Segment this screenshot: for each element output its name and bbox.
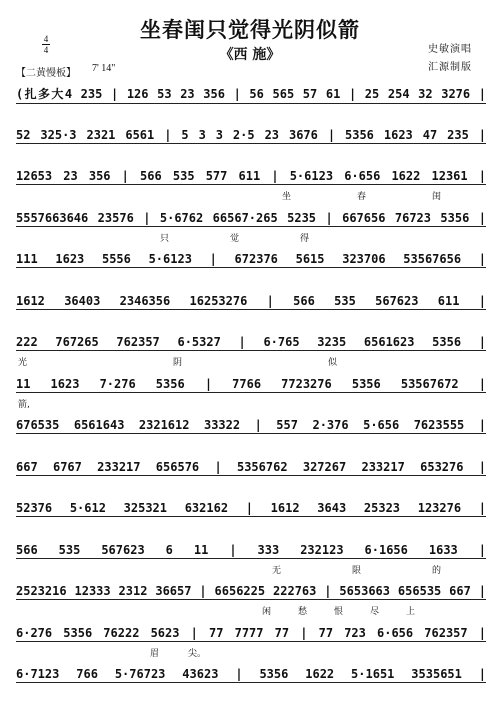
notation-text: (扎多大4 235 | 126 53 23 356 | 56 565 57 61 | 25 254 32 3276 | — [16, 85, 486, 104]
notation-line — [16, 456, 486, 480]
notation-text: 11 1623 7·276 5356 | 7766 7723276 5356 53567672 | — [16, 376, 486, 391]
lyric-syllable: 尖。 — [188, 648, 207, 659]
lyric-syllable: 上 — [406, 607, 416, 617]
notation-line — [16, 331, 486, 355]
notation-line — [16, 414, 486, 438]
arranger-credit: 汇源制版 — [428, 62, 472, 73]
lyric-syllable: 眉 — [150, 648, 160, 659]
lyric-syllable: 闲 — [262, 607, 272, 617]
lyric-syllable: 坐 — [282, 192, 292, 202]
lyric-syllable: 光 — [18, 358, 28, 368]
notation-text: 676535 6561643 2321612 33322 | 557 2·376 5·656 7623555 | — [16, 418, 486, 432]
lyric-syllable: 闺 — [432, 192, 442, 202]
opera-subtitle: 《西 施》 — [219, 47, 281, 63]
notation-line — [16, 248, 486, 272]
notation-text: 5557663646 23576 | 5·6762 66567·265 5235 | 667656 76723 5356 | — [16, 210, 486, 225]
notation-line — [16, 580, 486, 604]
time-signature-bottom: 4 — [43, 45, 49, 55]
notation-text: 12653 23 356 | 566 535 577 611 | 5·6123 6·656 1622 12361 | — [16, 169, 486, 183]
lyric-syllable: 无 — [272, 565, 282, 576]
notation-text: 6·7123 766 5·76723 43623 | 5356 1622 5·1651 3535651 | — [16, 667, 486, 681]
notation-line — [16, 539, 486, 563]
lyric-syllable: 春 — [357, 192, 367, 202]
lyric-syllable: 限 — [352, 565, 362, 576]
time-signature-top: 4 — [43, 34, 49, 44]
notation-text: 6·276 5356 76222 5623 | 77 7777 77 | 77 723 6·656 762357 | — [16, 625, 486, 640]
notation-text: 52 325·3 2321 6561 | 5 3 3 2·5 23 3676 | 5356 1623 47 235 | — [16, 127, 486, 142]
notation-text: 222 767265 762357 6·5327 | 6·765 3235 6561623 5356 | — [16, 335, 486, 349]
tempo-marking: 【二黄慢板】 — [16, 68, 76, 79]
notation-text: 2523216 12333 2312 36657 | 6656225 222763 | 5653663 656535 667 | — [16, 584, 486, 598]
lyric-syllable: 箭, — [18, 399, 30, 410]
lyric-syllable: 得 — [300, 233, 310, 244]
lyric-syllable: 阴 — [173, 358, 183, 368]
lyric-syllable: 似 — [328, 358, 338, 368]
notation-line — [16, 622, 486, 646]
notation-text: 111 1623 5556 5·6123 | 672376 5615 323706 53567656 | — [16, 252, 486, 266]
performer-credit: 史敏演唱 — [428, 44, 472, 55]
notation-line — [16, 373, 486, 397]
notation-line — [16, 663, 486, 687]
lyric-syllable: 的 — [432, 565, 442, 576]
lyric-syllable: 恨 — [334, 607, 344, 617]
notation-line — [16, 497, 486, 521]
notation-line — [16, 124, 486, 148]
song-title: 坐春闺只觉得光阴似箭 — [140, 17, 360, 42]
lyric-syllable: 愁 — [298, 607, 308, 617]
notation-line — [16, 82, 486, 106]
duration-marking: 7' 14" — [92, 63, 116, 74]
notation-line — [16, 207, 486, 231]
lyric-syllable: 只 — [160, 233, 170, 244]
notation-text: 566 535 567623 6 11 | 333 232123 6·1656 1633 | — [16, 542, 486, 557]
lyric-syllable: 尽 — [370, 607, 380, 617]
notation-line — [16, 165, 486, 189]
notation-text: 52376 5·612 325321 632162 | 1612 3643 25323 123276 | — [16, 501, 486, 515]
lyric-syllable: 觉 — [230, 233, 240, 244]
notation-text: 667 6767 233217 656576 | 5356762 327267 233217 653276 | — [16, 459, 486, 474]
notation-line — [16, 290, 486, 314]
notation-text: 1612 36403 2346356 16253276 | 566 535 567623 611 | — [16, 293, 486, 308]
